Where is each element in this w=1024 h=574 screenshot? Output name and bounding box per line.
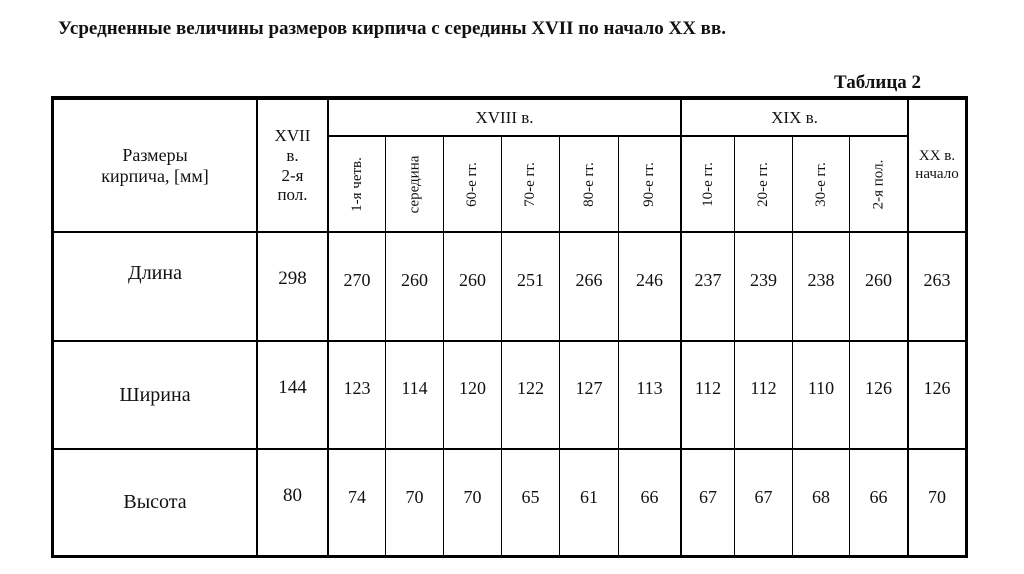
sub-header	[682, 137, 734, 231]
table-cell: 260	[865, 269, 892, 290]
table-cell: 110	[807, 377, 835, 398]
table-cell: 70	[463, 486, 482, 507]
table-cell: 266	[575, 269, 603, 290]
row-label: Длина	[128, 261, 182, 284]
table-cell: 74	[348, 486, 366, 507]
table-cell: 112	[694, 377, 722, 398]
table-cell: 238	[807, 269, 835, 290]
sub-header-label: 70-е гг.	[521, 161, 538, 207]
group-header-xix: XIX в.	[771, 107, 818, 127]
sub-header	[619, 137, 680, 231]
table-cell: 122	[517, 377, 544, 398]
sub-header	[560, 137, 618, 231]
table-cell: 144	[278, 377, 307, 398]
table-cell: 127	[575, 377, 603, 398]
sub-header	[850, 137, 907, 231]
col-header-line: 2-я	[281, 165, 304, 185]
table-cell: 239	[750, 269, 777, 290]
col-header-line: начало	[915, 165, 959, 182]
table-border-right	[965, 96, 968, 558]
sub-header	[502, 137, 559, 231]
table-cell: 120	[459, 377, 486, 398]
corner-header-line: Размеры	[122, 144, 188, 165]
table-cell: 66	[869, 486, 888, 507]
sub-header	[444, 137, 501, 231]
table-cell: 246	[636, 269, 663, 290]
col-header-line: XVII	[274, 126, 311, 146]
table-cell: 67	[754, 486, 773, 507]
row-label: Высота	[123, 491, 187, 513]
sub-header-label: 80-е гг.	[580, 161, 597, 207]
col-header-line: в.	[286, 145, 299, 165]
table-cell: 237	[694, 269, 722, 290]
table-cell: 260	[459, 269, 486, 290]
sub-header	[735, 137, 792, 231]
corner-header-line: кирпича, [мм]	[101, 165, 209, 186]
table-cell: 68	[812, 486, 830, 507]
document-title: Усредненные величины размеров кирпича с середины XVII по начало XX вв.	[58, 18, 726, 39]
sub-header-label: середина	[406, 155, 422, 213]
table-cell: 298	[278, 268, 307, 289]
table-border-bottom	[51, 555, 968, 558]
sub-header	[329, 137, 385, 231]
col-header-line: XX в.	[918, 148, 956, 165]
table-cell: 263	[923, 269, 951, 290]
sub-header-label: 2-я пол.	[870, 159, 886, 209]
sub-header-label: 10-е гг.	[699, 161, 716, 207]
sub-header-label: 20-е гг.	[754, 161, 771, 207]
col-header-xx	[909, 100, 965, 231]
table-cell: 67	[699, 486, 717, 507]
table-cell: 70	[928, 486, 946, 507]
table-cell: 66	[640, 486, 659, 507]
corner-header	[54, 100, 256, 231]
table-cell: 260	[401, 269, 428, 290]
table-cell: 70	[405, 486, 424, 507]
table-cell: 112	[750, 377, 777, 398]
table-cell: 80	[283, 485, 302, 506]
sub-header	[793, 137, 849, 231]
row-label: Ширина	[119, 383, 191, 406]
table-cell: 113	[636, 377, 663, 398]
sub-header-label: 90-е гг.	[640, 161, 657, 207]
table-cell: 114	[401, 377, 428, 398]
table-cell: 126	[923, 377, 951, 398]
table-cell: 251	[517, 269, 544, 290]
col-header-xvii	[258, 100, 327, 231]
group-header-xviii: XVIII в.	[475, 107, 534, 127]
table-cell: 270	[343, 269, 371, 290]
sub-header-label: 1-я четв.	[348, 156, 365, 212]
col-header-line: пол.	[277, 185, 308, 205]
sub-header-label: 60-е гг.	[463, 161, 480, 207]
table-number: Таблица 2	[834, 72, 922, 93]
sub-header-label: 30-е гг.	[812, 161, 829, 207]
sub-header	[386, 137, 443, 231]
table-cell: 126	[865, 377, 892, 398]
table-cell: 61	[580, 486, 598, 507]
table-cell: 123	[343, 377, 371, 398]
table-cell: 65	[521, 486, 540, 507]
